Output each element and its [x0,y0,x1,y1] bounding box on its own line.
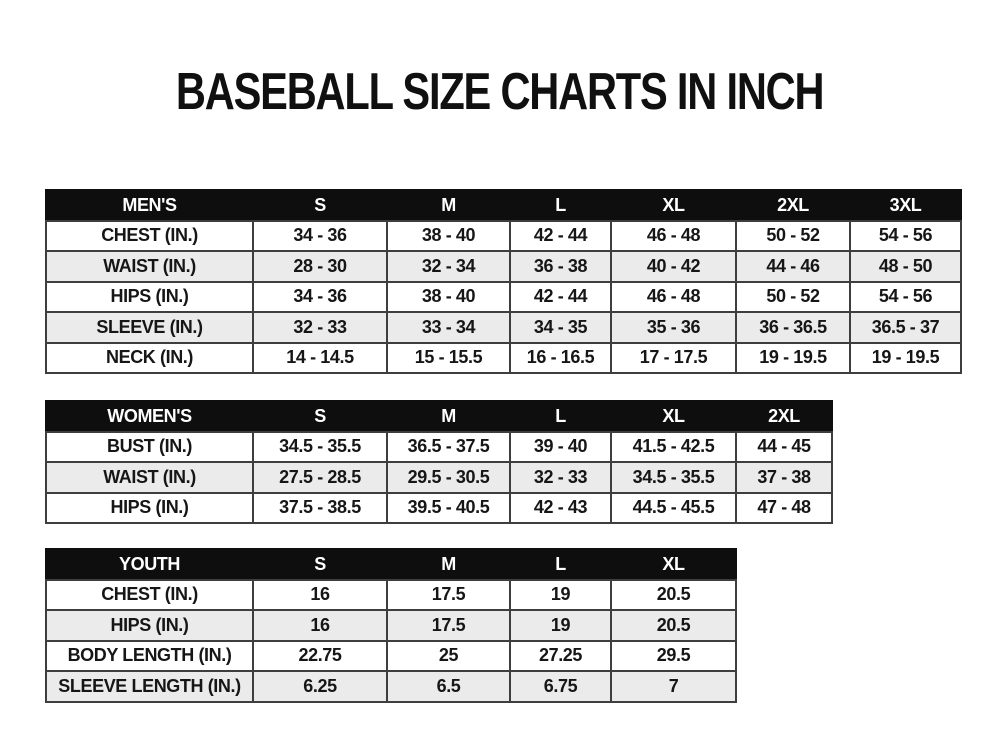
size-value-cell: 46 - 48 [611,221,736,252]
size-column-header: XL [611,190,736,221]
size-column-header: 3XL [850,190,961,221]
size-value-cell: 17.5 [387,580,510,611]
size-column-header: S [253,190,387,221]
size-value-cell: 22.75 [253,641,387,672]
size-value-cell: 17 - 17.5 [611,343,736,374]
size-value-cell: 36 - 38 [510,251,611,282]
size-value-cell: 32 - 33 [253,312,387,343]
size-column-header: 2XL [736,190,850,221]
size-value-cell: 50 - 52 [736,221,850,252]
size-value-cell: 27.5 - 28.5 [253,462,387,493]
size-column-header: L [510,401,611,432]
size-value-cell: 37 - 38 [736,462,832,493]
size-value-cell: 6.25 [253,671,387,702]
youth-header-row [46,549,736,580]
size-column-header: M [387,190,510,221]
size-value-cell: 7 [611,671,736,702]
size-value-cell: 33 - 34 [387,312,510,343]
size-value-cell: 50 - 52 [736,282,850,313]
size-value-cell: 34 - 36 [253,221,387,252]
measurement-label: BODY LENGTH (IN.) [46,641,253,672]
size-value-cell: 6.75 [510,671,611,702]
size-column-header: L [510,190,611,221]
size-value-cell: 34 - 36 [253,282,387,313]
measurement-label: BUST (IN.) [46,432,253,463]
measurement-label: NECK (IN.) [46,343,253,374]
size-column-header: 2XL [736,401,832,432]
size-value-cell: 35 - 36 [611,312,736,343]
womens-header-row [46,401,832,432]
size-value-cell: 29.5 [611,641,736,672]
table-row [46,641,736,672]
size-value-cell: 17.5 [387,610,510,641]
size-value-cell: 6.5 [387,671,510,702]
size-value-cell: 29.5 - 30.5 [387,462,510,493]
size-value-cell: 32 - 33 [510,462,611,493]
size-value-cell: 19 - 19.5 [736,343,850,374]
size-value-cell: 54 - 56 [850,282,961,313]
size-value-cell: 27.25 [510,641,611,672]
size-value-cell: 38 - 40 [387,221,510,252]
table-row [46,580,736,611]
size-column-header: M [387,401,510,432]
size-value-cell: 42 - 43 [510,493,611,524]
size-value-cell: 16 [253,580,387,611]
womens-group-header: WOMEN'S [46,401,253,432]
size-value-cell: 19 [510,580,611,611]
size-value-cell: 36.5 - 37 [850,312,961,343]
measurement-label: SLEEVE (IN.) [46,312,253,343]
table-row [46,462,832,493]
measurement-label: CHEST (IN.) [46,580,253,611]
size-value-cell: 44 - 46 [736,251,850,282]
table-row [46,251,961,282]
size-value-cell: 39 - 40 [510,432,611,463]
size-column-header: XL [611,401,736,432]
measurement-label: CHEST (IN.) [46,221,253,252]
size-value-cell: 36 - 36.5 [736,312,850,343]
size-value-cell: 25 [387,641,510,672]
youth-size-table [45,548,737,703]
size-value-cell: 16 - 16.5 [510,343,611,374]
size-value-cell: 44.5 - 45.5 [611,493,736,524]
size-value-cell: 20.5 [611,610,736,641]
size-value-cell: 28 - 30 [253,251,387,282]
size-value-cell: 34 - 35 [510,312,611,343]
mens-header-row [46,190,961,221]
table-row [46,671,736,702]
size-column-header: S [253,549,387,580]
size-value-cell: 15 - 15.5 [387,343,510,374]
table-row [46,312,961,343]
size-value-cell: 20.5 [611,580,736,611]
measurement-label: WAIST (IN.) [46,251,253,282]
size-value-cell: 37.5 - 38.5 [253,493,387,524]
page-title-text: BASEBALL SIZE CHARTS IN INCH [176,63,824,121]
size-value-cell: 16 [253,610,387,641]
womens-table [45,400,833,524]
measurement-label: HIPS (IN.) [46,610,253,641]
table-row [46,221,961,252]
size-value-cell: 32 - 34 [387,251,510,282]
size-column-header: S [253,401,387,432]
measurement-label: WAIST (IN.) [46,462,253,493]
size-value-cell: 41.5 - 42.5 [611,432,736,463]
table-row [46,610,736,641]
measurement-label: SLEEVE LENGTH (IN.) [46,671,253,702]
size-value-cell: 47 - 48 [736,493,832,524]
mens-size-table [45,189,962,374]
womens-size-table [45,400,833,524]
size-column-header: M [387,549,510,580]
size-value-cell: 39.5 - 40.5 [387,493,510,524]
measurement-label: HIPS (IN.) [46,282,253,313]
youth-group-header: YOUTH [46,549,253,580]
size-value-cell: 34.5 - 35.5 [611,462,736,493]
size-value-cell: 14 - 14.5 [253,343,387,374]
mens-group-header: MEN'S [46,190,253,221]
measurement-label: HIPS (IN.) [46,493,253,524]
table-row [46,343,961,374]
size-value-cell: 54 - 56 [850,221,961,252]
size-value-cell: 34.5 - 35.5 [253,432,387,463]
size-value-cell: 42 - 44 [510,221,611,252]
table-row [46,493,832,524]
table-row [46,432,832,463]
size-value-cell: 48 - 50 [850,251,961,282]
size-value-cell: 46 - 48 [611,282,736,313]
size-column-header: XL [611,549,736,580]
youth-table [45,548,737,703]
mens-table [45,189,962,374]
size-value-cell: 19 [510,610,611,641]
table-row [46,282,961,313]
page-title [0,62,1000,122]
size-value-cell: 36.5 - 37.5 [387,432,510,463]
size-value-cell: 42 - 44 [510,282,611,313]
size-value-cell: 19 - 19.5 [850,343,961,374]
size-value-cell: 44 - 45 [736,432,832,463]
size-column-header: L [510,549,611,580]
size-value-cell: 40 - 42 [611,251,736,282]
size-value-cell: 38 - 40 [387,282,510,313]
